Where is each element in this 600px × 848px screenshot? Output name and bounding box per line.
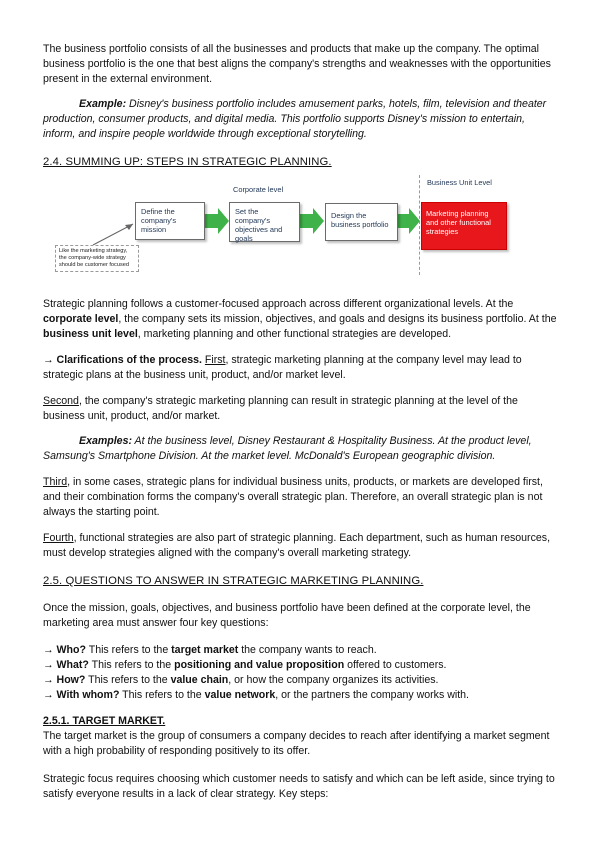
- step-box-objectives: Set the company's objectives and goals: [229, 202, 300, 242]
- section-2-5-heading: 2.5. QUESTIONS TO ANSWER IN STRATEGIC MARKETING PLANNING.: [43, 575, 424, 587]
- example-text: Disney's business portfolio includes amusement parks, hotels, film, television and theater production, consumer products, and digital media. This portfolio supports Disney's mission to entertain, inform, and inspire people worldwide through exceptional storytelling.: [43, 98, 547, 140]
- third-text: , in some cases, strategic plans for individual business units, products, or markets are developed first, and their combination forms the company's overall strategic plan. Therefore, an overall strategic plan is not always the starting point.: [43, 476, 543, 518]
- first-word: First: [204, 354, 226, 366]
- question-how: → How? This refers to the value chain, or how the company organizes its activities.: [43, 674, 439, 686]
- business-unit-level-term: business unit level: [43, 328, 138, 340]
- portfolio-paragraph: The business portfolio consists of all the businesses and products that make up the company. The optimal business portfolio is the one that best aligns the company's strengths and weaknesses with the opportunities present in the external environment.: [43, 43, 551, 85]
- business-unit-level-label: Business Unit Level: [427, 178, 492, 187]
- strategic-focus-paragraph: Strategic focus requires choosing which customer needs to satisfy and which can be left aside, since trying to satisfy everyone results in a lack of clear strategy. Key steps:: [43, 773, 555, 800]
- questions-list: [43, 643, 558, 703]
- fourth-word: Fourth: [43, 532, 74, 544]
- fourth-text: , functional strategies are also part of strategic planning. Each department, such as human resources, must develop strategies aligned with the company's overall marketing strategy.: [43, 532, 551, 559]
- step-box-marketing-planning: Marketing planning and other functional strategies: [421, 202, 507, 250]
- step-box-mission: Define the company's mission: [135, 202, 205, 240]
- corporate-level-term: corporate level: [43, 313, 119, 325]
- levels-text-3: , marketing planning and other functional strategies are developed.: [137, 328, 452, 340]
- clarifications-fourth: [43, 531, 558, 561]
- levels-text-2: , the company sets its mission, objectives, and goals and designs its business portfolio. At the: [118, 313, 557, 325]
- second-word: Second: [43, 395, 79, 407]
- questions-intro: Once the mission, goals, objectives, and business portfolio have been defined at the corporate level, the marketing area must answer four key questions:: [43, 602, 531, 629]
- step-box-portfolio: Design the business portfolio: [325, 203, 398, 241]
- question-with-whom: → With whom? This refers to the value network, or the partners the company works with.: [43, 689, 469, 701]
- examples-lead: Examples:: [79, 435, 132, 447]
- clarifications-second: [43, 394, 558, 424]
- question-what: → What? This refers to the positioning and value proposition offered to customers.: [43, 659, 447, 671]
- customer-focus-note: Like the marketing strategy, the company-wide strategy should be customer focused: [55, 245, 139, 272]
- section-2-5-1-heading: 2.5.1. TARGET MARKET.: [43, 715, 166, 727]
- second-text: , the company's strategic marketing planning can result in strategic planning at the level of the business unit, product, and/or market.: [43, 395, 518, 422]
- step-arrow-icon: [398, 208, 420, 234]
- levels-paragraph: [43, 297, 558, 342]
- target-market-paragraph: The target market is the group of consumers a company decides to reach after identifying a market segment with a high probability of responding positively to its offer.: [43, 730, 550, 757]
- clarifications-first: [43, 353, 558, 383]
- corporate-level-label: Corporate level: [233, 185, 284, 194]
- step-arrow-icon: [205, 208, 229, 234]
- examples-text: At the business level, Disney Restaurant & Hospitality Business. At the product level, Samsung's Smartphone Division. At the market level. McDonald's European geographic division.: [43, 435, 532, 462]
- examples-paragraph: [43, 434, 558, 464]
- step-arrow-icon: [300, 208, 324, 234]
- clarifications-lead: → Clarifications of the process.: [43, 354, 202, 366]
- first-text: , strategic marketing planning at the company level may lead to strategic plans at the business unit, product, and/or market level.: [43, 354, 522, 381]
- question-who: → Who? This refers to the target market the company wants to reach.: [43, 644, 377, 656]
- strategic-planning-diagram: [53, 175, 511, 282]
- example-lead: Example:: [79, 98, 127, 110]
- disney-example: [43, 97, 558, 142]
- third-word: Third: [43, 476, 68, 488]
- levels-text-1: Strategic planning follows a customer-focused approach across different organizational levels. At the: [43, 298, 514, 310]
- section-2-4-heading: 2.4. SUMMING UP: STEPS IN STRATEGIC PLANNING.: [43, 156, 332, 168]
- note-pointer-arrow-icon: [125, 224, 133, 230]
- clarifications-third: [43, 475, 558, 520]
